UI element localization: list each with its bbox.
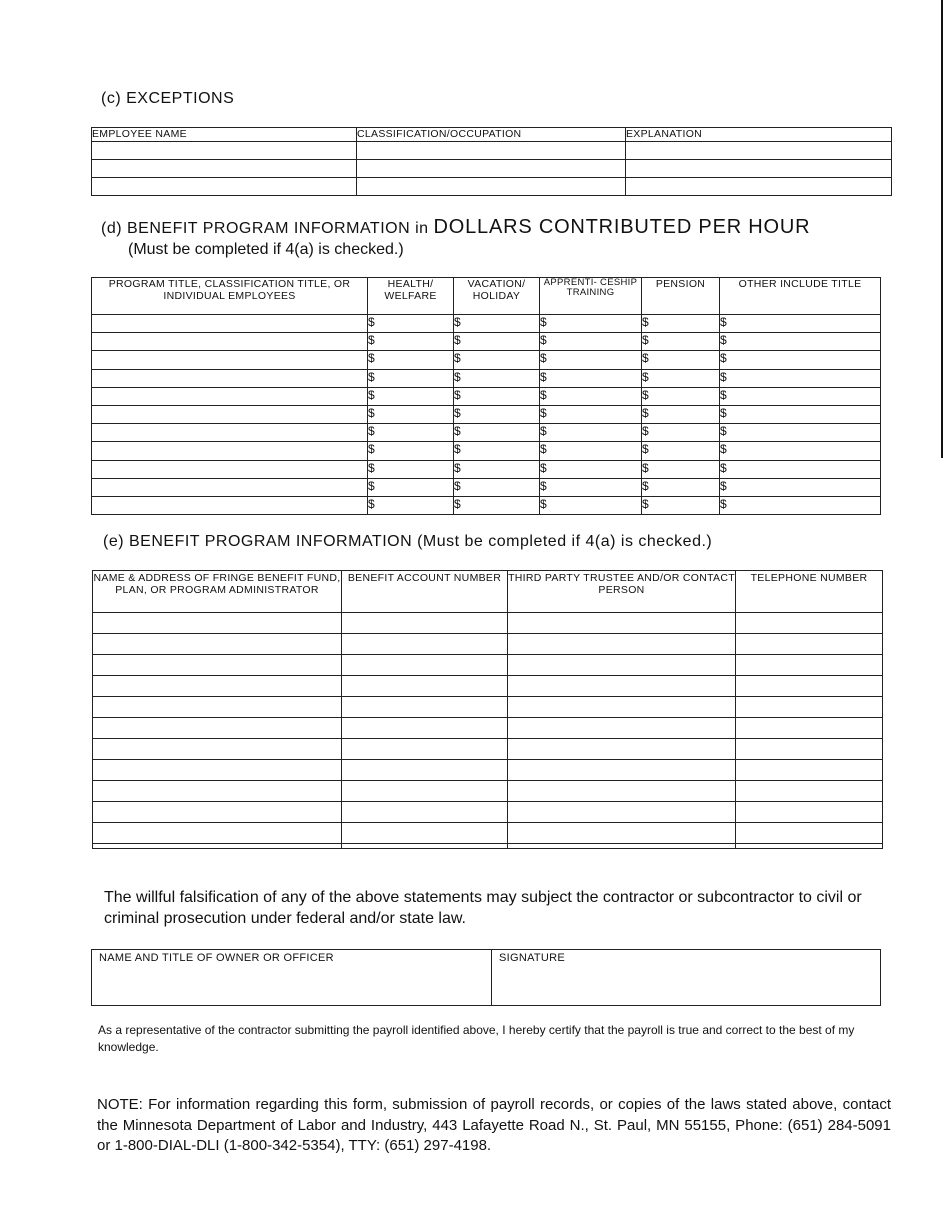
dollar-sign: $: [642, 460, 649, 475]
benefit-program-cell[interactable]: [736, 844, 883, 849]
dollar-amount-cell[interactable]: [368, 315, 454, 333]
dollar-sign: $: [540, 315, 547, 329]
program-title-cell[interactable]: [92, 351, 368, 369]
benefit-program-cell[interactable]: [93, 760, 342, 781]
dollar-sign: $: [540, 442, 547, 457]
benefit-dollars-title-emphasis: DOLLARS CONTRIBUTED PER HOUR: [433, 216, 811, 238]
exceptions-table: [91, 127, 892, 196]
benefit-program-cell[interactable]: [342, 634, 508, 655]
dollar-sign: $: [720, 351, 727, 366]
dollar-sign: $: [368, 442, 375, 457]
dollar-sign: $: [454, 387, 461, 402]
benefit-dollars-row: [92, 496, 881, 514]
dollar-amount-cell[interactable]: [720, 369, 881, 387]
dollar-sign: $: [720, 315, 727, 329]
dollar-amount-cell[interactable]: [540, 369, 642, 387]
dollar-amount-cell[interactable]: [642, 405, 720, 423]
dollar-sign: $: [540, 351, 547, 366]
dollar-amount-cell[interactable]: [454, 496, 540, 514]
benefit-program-row: [93, 718, 883, 739]
dollar-amount-cell[interactable]: [540, 460, 642, 478]
dollar-amount-cell[interactable]: [642, 333, 720, 351]
dollar-amount-cell[interactable]: [540, 496, 642, 514]
dollar-sign: $: [368, 369, 375, 384]
benefit-program-cell[interactable]: [93, 844, 342, 849]
dollar-amount-cell[interactable]: [720, 333, 881, 351]
dollar-amount-cell[interactable]: [642, 424, 720, 442]
benefit-program-cell[interactable]: [508, 613, 736, 634]
dollar-amount-cell[interactable]: [368, 333, 454, 351]
dollar-sign: $: [540, 387, 547, 402]
benefit-program-row: [93, 844, 883, 849]
benefit-account-number-header: BENEFIT ACCOUNT NUMBER: [342, 571, 508, 613]
dollar-sign: $: [540, 496, 547, 511]
benefit-dollars-table: [91, 277, 881, 515]
benefit-program-row: [93, 634, 883, 655]
dollar-sign: $: [540, 424, 547, 439]
dollar-amount-cell[interactable]: [642, 351, 720, 369]
contact-note: NOTE: For information regarding this form, submission of payroll records, or copies of the laws stated above, contact the Minnesota Department of Labor and Industry, 443 Lafayette Road N., St. Paul, MN 55155, Phone: (651) 284-5091 or 1-800-DIAL-DLI (1-800-342-5354), TTY: (651) 297-4198.: [97, 1096, 891, 1154]
dollar-sign: $: [720, 478, 727, 493]
dollar-sign: $: [720, 405, 727, 420]
exceptions-cell[interactable]: [92, 178, 357, 196]
dollar-sign: $: [642, 369, 649, 384]
benefit-program-cell[interactable]: [736, 613, 883, 634]
benefit-program-cell[interactable]: [342, 739, 508, 760]
benefit-dollars-row: [92, 351, 881, 369]
benefit-program-row: [93, 823, 883, 844]
dollar-amount-cell[interactable]: [368, 478, 454, 496]
benefit-dollars-title: [101, 216, 810, 239]
dollar-sign: $: [540, 405, 547, 420]
dollar-amount-cell[interactable]: [642, 369, 720, 387]
benefit-program-cell[interactable]: [736, 697, 883, 718]
margin-rule: [941, 0, 943, 458]
dollar-amount-cell[interactable]: [540, 315, 642, 333]
third-party-trustee-header: THIRD PARTY TRUSTEE AND/OR CONTACT PERSON: [508, 571, 736, 613]
dollar-sign: $: [642, 351, 649, 366]
benefit-program-cell[interactable]: [508, 739, 736, 760]
fund-administrator-header: NAME & ADDRESS OF FRINGE BENEFIT FUND, PLAN, OR PROGRAM ADMINISTRATOR: [93, 571, 342, 613]
benefit-program-cell[interactable]: [342, 613, 508, 634]
dollar-amount-cell[interactable]: [540, 424, 642, 442]
dollar-amount-cell[interactable]: [454, 369, 540, 387]
dollar-sign: $: [454, 442, 461, 457]
dollar-sign: $: [642, 333, 649, 348]
benefit-program-cell[interactable]: [508, 655, 736, 676]
dollar-amount-cell[interactable]: [540, 478, 642, 496]
dollar-amount-cell[interactable]: [454, 333, 540, 351]
dollar-amount-cell[interactable]: [368, 405, 454, 423]
dollar-amount-cell[interactable]: [720, 496, 881, 514]
dollar-amount-cell[interactable]: [454, 424, 540, 442]
program-title-cell[interactable]: [92, 387, 368, 405]
benefit-program-cell[interactable]: [736, 655, 883, 676]
benefit-program-row: [93, 676, 883, 697]
dollar-sign: $: [454, 496, 461, 511]
benefit-program-cell[interactable]: [93, 613, 342, 634]
exceptions-cell[interactable]: [357, 160, 626, 178]
benefit-dollars-row: [92, 460, 881, 478]
benefit-program-cell[interactable]: [93, 655, 342, 676]
benefit-program-cell[interactable]: [736, 823, 883, 844]
benefit-program-cell[interactable]: [736, 760, 883, 781]
program-title-cell[interactable]: [92, 496, 368, 514]
benefit-program-cell[interactable]: [93, 739, 342, 760]
exceptions-cell[interactable]: [357, 178, 626, 196]
program-title-cell[interactable]: [92, 460, 368, 478]
dollar-sign: $: [368, 424, 375, 439]
dollar-amount-cell[interactable]: [454, 442, 540, 460]
dollar-sign: $: [454, 333, 461, 348]
dollar-amount-cell[interactable]: [642, 442, 720, 460]
owner-officer-field[interactable]: [91, 949, 492, 1006]
dollar-amount-cell[interactable]: [720, 442, 881, 460]
program-title-cell[interactable]: [92, 478, 368, 496]
dollar-sign: $: [454, 405, 461, 420]
dollar-amount-cell[interactable]: [368, 496, 454, 514]
dollar-amount-cell[interactable]: [720, 405, 881, 423]
benefit-program-cell[interactable]: [508, 760, 736, 781]
program-title-cell[interactable]: [92, 424, 368, 442]
dollar-sign: $: [720, 387, 727, 402]
dollar-amount-cell[interactable]: [720, 315, 881, 333]
benefit-program-cell[interactable]: [93, 697, 342, 718]
benefit-program-cell[interactable]: [93, 781, 342, 802]
dollar-amount-cell[interactable]: [720, 387, 881, 405]
benefit-program-cell[interactable]: [93, 802, 342, 823]
dollar-amount-cell[interactable]: [642, 387, 720, 405]
benefit-program-cell[interactable]: [342, 676, 508, 697]
dollar-amount-cell[interactable]: [540, 387, 642, 405]
benefit-program-cell[interactable]: [508, 802, 736, 823]
dollar-sign: $: [454, 460, 461, 475]
benefit-program-cell[interactable]: [736, 634, 883, 655]
signature-label: SIGNATURE: [499, 952, 566, 964]
benefit-program-cell[interactable]: [736, 718, 883, 739]
dollar-amount-cell[interactable]: [454, 351, 540, 369]
dollar-sign: $: [720, 460, 727, 475]
benefit-program-cell[interactable]: [342, 697, 508, 718]
benefit-dollars-row: [92, 442, 881, 460]
dollar-amount-cell[interactable]: [454, 460, 540, 478]
dollar-sign: $: [642, 496, 649, 511]
dollar-amount-cell[interactable]: [720, 424, 881, 442]
benefit-dollars-row: [92, 315, 881, 333]
program-title-cell[interactable]: [92, 369, 368, 387]
benefit-program-row: [93, 655, 883, 676]
dollar-sign: $: [642, 424, 649, 439]
dollar-amount-cell[interactable]: [642, 496, 720, 514]
benefit-program-cell[interactable]: [93, 634, 342, 655]
dollar-sign: $: [540, 333, 547, 348]
benefit-program-cell[interactable]: [508, 718, 736, 739]
dollar-sign: $: [720, 442, 727, 457]
benefit-dollars-row: [92, 478, 881, 496]
dollar-sign: $: [454, 478, 461, 493]
dollar-sign: $: [368, 333, 375, 348]
dollar-sign: $: [720, 424, 727, 439]
falsification-warning: The willful falsification of any of the above statements may subject the contractor or subcontractor to civil or criminal prosecution under federal and/or state law.: [104, 889, 862, 927]
signature-field[interactable]: [491, 949, 881, 1006]
exceptions-cell[interactable]: [626, 178, 892, 196]
dollar-amount-cell[interactable]: [368, 442, 454, 460]
program-title-header: PROGRAM TITLE, CLASSIFICATION TITLE, OR INDIVIDUAL EMPLOYEES: [92, 278, 368, 315]
dollar-sign: $: [642, 387, 649, 402]
benefit-program-cell[interactable]: [508, 634, 736, 655]
dollar-amount-cell[interactable]: [720, 351, 881, 369]
program-title-cell[interactable]: [92, 315, 368, 333]
pension-header: PENSION: [642, 278, 720, 315]
dollar-amount-cell[interactable]: [368, 460, 454, 478]
dollar-amount-cell[interactable]: [540, 405, 642, 423]
dollar-sign: $: [540, 369, 547, 384]
dollar-amount-cell[interactable]: [368, 369, 454, 387]
dollar-amount-cell[interactable]: [642, 478, 720, 496]
apprenticeship-training-header: APPRENTI- CESHIP TRAINING: [540, 278, 642, 315]
benefit-program-cell[interactable]: [508, 697, 736, 718]
dollar-sign: $: [454, 369, 461, 384]
dollar-sign: $: [454, 424, 461, 439]
benefit-program-cell[interactable]: [342, 718, 508, 739]
benefit-program-cell[interactable]: [93, 823, 342, 844]
dollar-amount-cell[interactable]: [454, 387, 540, 405]
benefit-program-cell[interactable]: [508, 823, 736, 844]
program-title-cell[interactable]: [92, 405, 368, 423]
exceptions-row: [92, 178, 892, 196]
classification-occupation-header: CLASSIFICATION/OCCUPATION: [357, 128, 626, 142]
benefit-dollars-row: [92, 387, 881, 405]
exceptions-cell[interactable]: [626, 142, 892, 160]
benefit-program-cell[interactable]: [93, 676, 342, 697]
dollar-amount-cell[interactable]: [454, 405, 540, 423]
dollar-amount-cell[interactable]: [368, 387, 454, 405]
dollar-amount-cell[interactable]: [540, 333, 642, 351]
dollar-amount-cell[interactable]: [540, 351, 642, 369]
health-welfare-header: HEALTH/ WELFARE: [368, 278, 454, 315]
benefit-program-cell[interactable]: [342, 844, 508, 849]
benefit-program-cell[interactable]: [342, 802, 508, 823]
benefit-program-table: [92, 570, 883, 849]
exceptions-title: (c) EXCEPTIONS: [101, 90, 235, 107]
employee-name-header: EMPLOYEE NAME: [92, 128, 357, 142]
dollar-sign: $: [368, 405, 375, 420]
benefit-program-cell[interactable]: [736, 739, 883, 760]
dollar-sign: $: [642, 478, 649, 493]
telephone-number-header: TELEPHONE NUMBER: [736, 571, 883, 613]
benefit-program-cell[interactable]: [508, 844, 736, 849]
benefit-program-row: [93, 739, 883, 760]
benefit-program-row: [93, 760, 883, 781]
dollar-sign: $: [642, 315, 649, 329]
owner-officer-label: NAME AND TITLE OF OWNER OR OFFICER: [99, 952, 334, 964]
dollar-sign: $: [368, 460, 375, 475]
dollar-sign: $: [368, 387, 375, 402]
dollar-amount-cell[interactable]: [540, 442, 642, 460]
dollar-sign: $: [642, 442, 649, 457]
exceptions-cell[interactable]: [92, 142, 357, 160]
dollar-sign: $: [720, 333, 727, 348]
dollar-sign: $: [368, 351, 375, 366]
benefit-dollars-row: [92, 333, 881, 351]
dollar-amount-cell[interactable]: [454, 478, 540, 496]
benefit-program-title: (e) BENEFIT PROGRAM INFORMATION (Must be completed if 4(a) is checked.): [103, 533, 713, 550]
dollar-sign: $: [540, 460, 547, 475]
explanation-header: EXPLANATION: [626, 128, 892, 142]
benefit-program-cell[interactable]: [508, 781, 736, 802]
exceptions-row: [92, 142, 892, 160]
dollar-amount-cell[interactable]: [368, 351, 454, 369]
exceptions-cell[interactable]: [92, 160, 357, 178]
benefit-program-cell[interactable]: [736, 781, 883, 802]
dollar-amount-cell[interactable]: [454, 315, 540, 333]
benefit-dollars-subtitle: (Must be completed if 4(a) is checked.): [128, 241, 404, 258]
dollar-sign: $: [540, 478, 547, 493]
benefit-program-cell[interactable]: [342, 823, 508, 844]
other-include-title-header: OTHER INCLUDE TITLE: [720, 278, 881, 315]
benefit-program-row: [93, 781, 883, 802]
dollar-amount-cell[interactable]: [642, 315, 720, 333]
dollar-sign: $: [642, 405, 649, 420]
benefit-dollars-row: [92, 424, 881, 442]
benefit-program-row: [93, 613, 883, 634]
exceptions-row: [92, 160, 892, 178]
dollar-sign: $: [368, 478, 375, 493]
program-title-cell[interactable]: [92, 333, 368, 351]
program-title-cell[interactable]: [92, 442, 368, 460]
vacation-holiday-header: VACATION/ HOLIDAY: [454, 278, 540, 315]
benefit-program-cell[interactable]: [736, 676, 883, 697]
benefit-dollars-row: [92, 369, 881, 387]
dollar-amount-cell[interactable]: [368, 424, 454, 442]
dollar-amount-cell[interactable]: [642, 460, 720, 478]
benefit-program-cell[interactable]: [342, 781, 508, 802]
dollar-sign: $: [454, 315, 461, 329]
dollar-sign: $: [720, 369, 727, 384]
dollar-sign: $: [720, 496, 727, 511]
benefit-program-cell[interactable]: [342, 760, 508, 781]
dollar-sign: $: [454, 351, 461, 366]
dollar-sign: $: [368, 315, 375, 329]
benefit-program-cell[interactable]: [342, 655, 508, 676]
exceptions-cell[interactable]: [357, 142, 626, 160]
exceptions-cell[interactable]: [626, 160, 892, 178]
benefit-dollars-row: [92, 405, 881, 423]
dollar-amount-cell[interactable]: [720, 460, 881, 478]
benefit-program-row: [93, 697, 883, 718]
dollar-amount-cell[interactable]: [720, 478, 881, 496]
benefit-program-cell[interactable]: [93, 718, 342, 739]
dollar-sign: $: [368, 496, 375, 511]
benefit-program-row: [93, 802, 883, 823]
certification-statement: As a representative of the contractor submitting the payroll identified above, I hereby certify that the payroll is true and correct to the best of my knowledge.: [98, 1023, 855, 1054]
benefit-dollars-title-prefix: (d) BENEFIT PROGRAM INFORMATION in: [101, 220, 429, 237]
benefit-program-cell[interactable]: [508, 676, 736, 697]
benefit-program-cell[interactable]: [736, 802, 883, 823]
